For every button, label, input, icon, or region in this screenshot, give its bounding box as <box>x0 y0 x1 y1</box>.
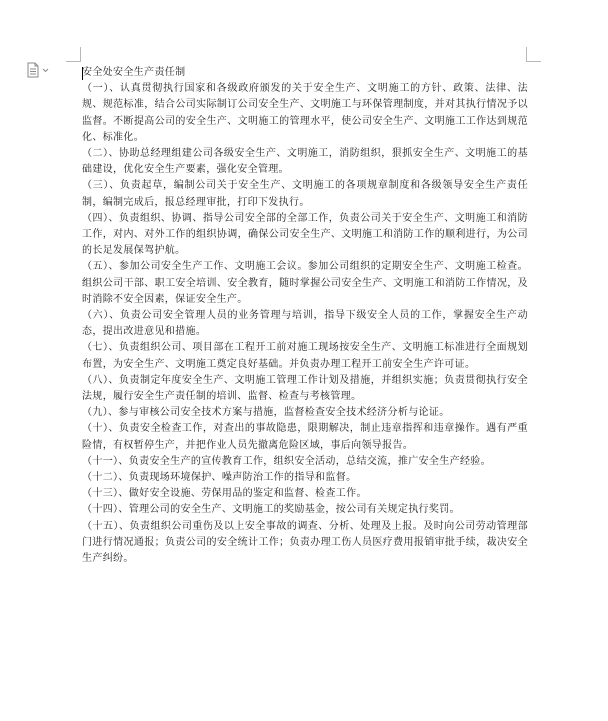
paragraph-4: （四）、负责组织、协调、指导公司安全部的全部工作，负责公司关于安全生产、文明施工和消防工作，对内、对外工作的组织协调，确保公司安全生产、文明施工和消防工作的顺利进行，为公司的长足发展保驾护航。 <box>82 212 528 257</box>
paragraph-13: （十三）、做好安全设施、劳保用品的鉴定和监督、检查工作。 <box>82 488 367 500</box>
paragraph-7: （七）、负责组织公司、项目部在工程开工前对施工现场按安全生产、文明施工标准进行全面规划布置，为安全生产、文明施工奠定良好基础。并负责办理工程开工前安全生产许可证。 <box>82 342 528 370</box>
document-body[interactable] <box>82 65 528 567</box>
paragraph-12: （十二）、负责现场环境保护、噪声防治工作的指导和监督。 <box>82 472 357 484</box>
paragraph-2: （二）、协助总经理组建公司各级安全生产、文明施工，消防组织，狠抓安全生产、文明施工的基础建设，优化安全生产要素，强化安全管理。 <box>82 148 528 176</box>
paragraph-5: （五）、参加公司安全生产工作、文明施工会议。参加公司组织的定期安全生产、文明施工检查。组织公司干部、职工安全培训、安全教育，随时掌握公司安全生产、文明施工和消防工作情况，及时消除不安全因素，保证安全生产。 <box>82 261 528 305</box>
paragraph-9: （九）、参与审核公司安全技术方案与措施，监督检查安全技术经济分析与论证。 <box>82 407 450 419</box>
paragraph-11: （十一）、负责安全生产的宣传教育工作，组织安全活动，总结交流，推广安全生产经验。 <box>82 455 491 467</box>
paragraph-3: （三）、负责起草，编制公司关于安全生产、文明施工的各项规章制度和各级领导安全生产责任制，编制完成后，报总经理审批，打印下发执行。 <box>82 180 528 208</box>
chevron-down-icon <box>43 69 48 72</box>
document-icon <box>26 62 52 78</box>
paragraph-6: （六）、负责公司安全管理人员的业务管理与培训，指导下级安全人员的工作，掌握安全生产动态，提出改进意见和措施。 <box>82 310 528 338</box>
paragraph-15: （十五）、负责组织公司重伤及以上安全事故的调查、分析、处理及上报。及时向公司劳动管理部门进行情况通报；负责公司的安全统计工作；负责办理工伤人员医疗费用报销审批手续，裁决安全生产纠纷。 <box>82 520 528 565</box>
paragraph-8: （八）、负责制定年度安全生产、文明施工管理工作计划及措施，并组织实施；负责贯彻执行安全法规，履行安全生产责任制的培训、监督、检查与考核管理。 <box>82 374 528 403</box>
margin-corner-top-left <box>66 47 81 62</box>
paragraph-options-button[interactable] <box>26 62 52 78</box>
margin-corner-top-right <box>526 47 541 62</box>
document-title: 安全处安全生产责任制 <box>82 67 186 78</box>
paragraph-14: （十四）、管理公司的安全生产、文明施工的奖励基金，按公司有关规定执行奖罚。 <box>82 504 460 516</box>
paragraph-10: （十）、负责安全检查工作，对查出的事故隐患，限期解决，制止违章指挥和违章操作。遇有严重险情，有权暂停生产，并把作业人员先撤离危险区域，事后向领导报告。 <box>82 423 528 451</box>
paragraph-1: （一）、认真贯彻执行国家和各级政府颁发的关于安全生产、文明施工的方针、政策、法律、法规、规范标准，结合公司实际制订公司安全生产、文明施工与环保管理制度，并对其执行情况予以监督。不断提高公司的安全生产、文明施工的管理水平，使公司安全生产、文明施工工作达到规范化、标准化。 <box>82 83 528 143</box>
